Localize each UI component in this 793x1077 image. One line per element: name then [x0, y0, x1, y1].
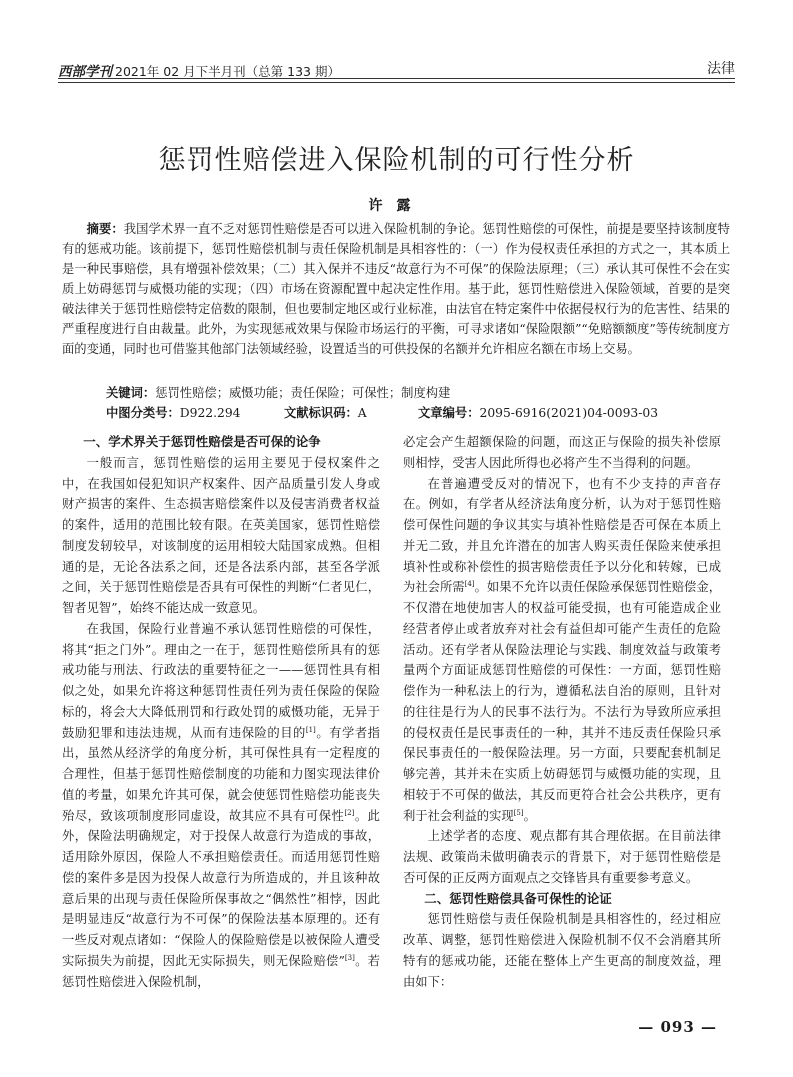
- citation-ref: [3]: [344, 953, 355, 962]
- page-number: — 093 —: [638, 1018, 717, 1036]
- keywords-label: 关键词：: [106, 386, 156, 400]
- author-name: 许露: [368, 198, 425, 214]
- paragraph-text: 。若惩罚性赔偿进入保险机制，: [62, 953, 380, 989]
- citation-ref: [1]: [305, 725, 316, 734]
- paragraph-text: 在我国，保险行业普遍不承认惩罚性赔偿的可保性，将其“拒之门外”。理由之一在于，惩罚性赔偿所具有的惩戒功能与刑法、行政法的重要特征之一——惩罚性具有相似之处，如果允许将这种惩罚性责任列为责任保险的保险标的，将会大大降低刑罚和行政处罚的威慑功能，无异于鼓励犯罪和违法违规，从而有违保险的目的: [62, 621, 380, 740]
- paragraph: 上述学者的态度、观点都有其合理依据。在目前法律法规、政策尚未做明确表示的背景下，对于惩罚性赔偿是否可保的正反两方面观点之交锋皆具有重要参考意义。: [403, 829, 721, 885]
- left-column: [62, 432, 380, 992]
- clc-number: [106, 403, 241, 423]
- paragraph: [62, 619, 380, 993]
- right-column: [403, 432, 721, 992]
- abstract-text: 我国学术界一直不乏对惩罚性赔偿是否可以进入保险机制的争论。惩罚性赔偿的可保性，前提是要坚持该制度特有的惩戒功能。该前提下，惩罚性赔偿机制与责任保险机制是具相容性的：（一）作为侵权责任承担的方式之一，其本质上是一种民事赔偿，具有增强补偿效果；（二）其入保并不违反“故意行为不可保”的保险法原理；（三）承认其可保性不会在实质上妨碍惩罚与威慑功能的实现；（四）市场在资源配置中起决定性作用。基于此，惩罚性赔偿进入保险领域，首要的是突破法律关于惩罚性赔偿特定倍数的限制，但也要制定地区或行业标准，由法官在特定案件中依据侵权行为的危害性、结果的严重程度进行自由裁量。此外，为实现惩戒效果与保险市场运行的平衡，可寻求诸如“保险限额”“免赔额额度”等传统制度方面的变通，同时也可借鉴其他部门法领域经验，设置适当的可供投保的名额并允许相应名额在市场上交易。: [62, 222, 730, 356]
- keywords: [106, 383, 730, 403]
- section-label: 法律: [707, 61, 735, 77]
- paragraph: 一般而言，惩罚性赔偿的运用主要见于侵权案件之中，在我国如侵犯知识产权案件、因产品质量引发人身或财产损害的案件、生态损害赔偿案件以及侵害消费者权益的案件，适用的范围比较有限。在英美国家，惩罚性赔偿制度发轫较早，对该制度的运用相较大陆国家成熟。但相通的是，无论各法系之间，还是各法系内部，甚至各学派之间，关于惩罚性赔偿是否具有可保性的判断“仁者见仁，智者见智”，始终不能达成一致意见。: [62, 455, 380, 615]
- section-heading-2: 二、惩罚性赔偿具备可保性的论证: [424, 890, 612, 906]
- article-title: 惩罚性赔偿进入保险机制的可行性分析: [158, 145, 635, 176]
- paragraph-text: 。此外，保险法明确规定，对于投保人故意行为造成的事故，适用除外原因，保险人不承担赔偿责任。而适用惩罚性赔偿的案件多是因为投保人故意行为所造成的，并且该种故意后果的出现与责任保险所保事故之“偶然性”相悖，因此是明显违反“故意行为不可保”的保险法基本原理的。还有一些反对观点诸如：“保险人的保险赔偿是以被保险人遭受实际损失为前提，因此无实际损失，则无保险赔偿”: [62, 808, 380, 968]
- citation-ref: [4]: [464, 580, 475, 589]
- article-number: [418, 403, 658, 423]
- doc-value: A: [357, 406, 367, 420]
- journal-logo: 西部学刊: [58, 64, 112, 80]
- paragraph-text: 在普遍遭受反对的情况下，也有不少支持的声音存在。例如，有学者从经济法角度分析，认为对于惩罚性赔偿可保性问题的争议其实与填补性赔偿是否可保在本质上并无二致，并且允许潜在的加害人购买责任保险来使承担填补性或称补偿性的损害赔偿责任予以分化和转嫁，已成为社会所需: [403, 476, 721, 595]
- running-header: [58, 56, 735, 78]
- art-label: 文章编号：: [418, 406, 480, 420]
- citation-ref: [5]: [513, 808, 524, 817]
- article-meta: [106, 403, 730, 423]
- abstract-label: 摘要：: [86, 222, 124, 236]
- art-value: 2095-6916(2021)04-0093-03: [479, 406, 659, 420]
- paragraph-text: 。如果不允许以责任保险承保惩罚性赔偿金，不仅潜在地使加害人的权益可能受损，也有可能造成企业经营者停止或者放弃对社会有益但却可能产生责任的危险活动。还有学者从保险法理论与实践、制度效益与政策考量两个方面证成惩罚性赔偿的可保性：一方面，惩罚性赔偿作为一种私法上的行为，遵循私法自治的原则，且针对的往往是行为人的民事不法行为。不法行为导致所应承担的侵权责任是民事责任的一种，其并不违反责任保险只承保民事责任的一般保险法理。另一方面，只要配套机制足够完善，其并未在实质上妨碍惩罚与威慑功能的实现，且相较于不可保的做法，其反而更符合社会公共秩序，更有利于社会利益的实现: [403, 580, 721, 823]
- doc-code: [284, 403, 367, 423]
- paragraph-text: 。: [523, 808, 536, 823]
- clc-value: D922.294: [179, 406, 241, 420]
- header-rule-thick: [58, 78, 735, 79]
- abstract: [62, 219, 730, 359]
- paragraph: 惩罚性赔偿与责任保险机制是具相容性的，经过相应改革、调整，惩罚性赔偿进入保险机制不仅不会消磨其所特有的惩戒功能，还能在整体上产生更高的制度效益，理由如下：: [403, 912, 721, 989]
- paragraph-text: 。有学者指出，虽然从经济学的角度分析，其可保性具有一定程度的合理性，但基于惩罚性赔偿制度的功能和力图实现法律价值的考量，如果允许其可保，就会使惩罚性赔偿功能丧失殆尽，致该项制度形同虚设，故其应不具有可保性: [62, 725, 380, 823]
- keywords-text: 惩罚性赔偿；威慑功能；责任保险；可保性；制度构建: [155, 386, 451, 400]
- header-journal-issue: [58, 60, 340, 80]
- paragraph: 必定会产生超额保险的问题，而这正与保险的损失补偿原则相悖，受害人因此所得也必将产生不当得利的问题。: [403, 435, 721, 470]
- doc-label: 文献标识码：: [284, 406, 358, 420]
- paragraph: [403, 474, 721, 827]
- header-rule-thin: [58, 82, 735, 83]
- section-heading-1: 一、学术界关于惩罚性赔偿是否可保的论争: [83, 434, 321, 449]
- citation-ref: [2]: [344, 808, 355, 817]
- issue-info: 2021年 02 月下半月刊（总第 133 期）: [115, 64, 340, 79]
- clc-label: 中图分类号：: [106, 406, 180, 420]
